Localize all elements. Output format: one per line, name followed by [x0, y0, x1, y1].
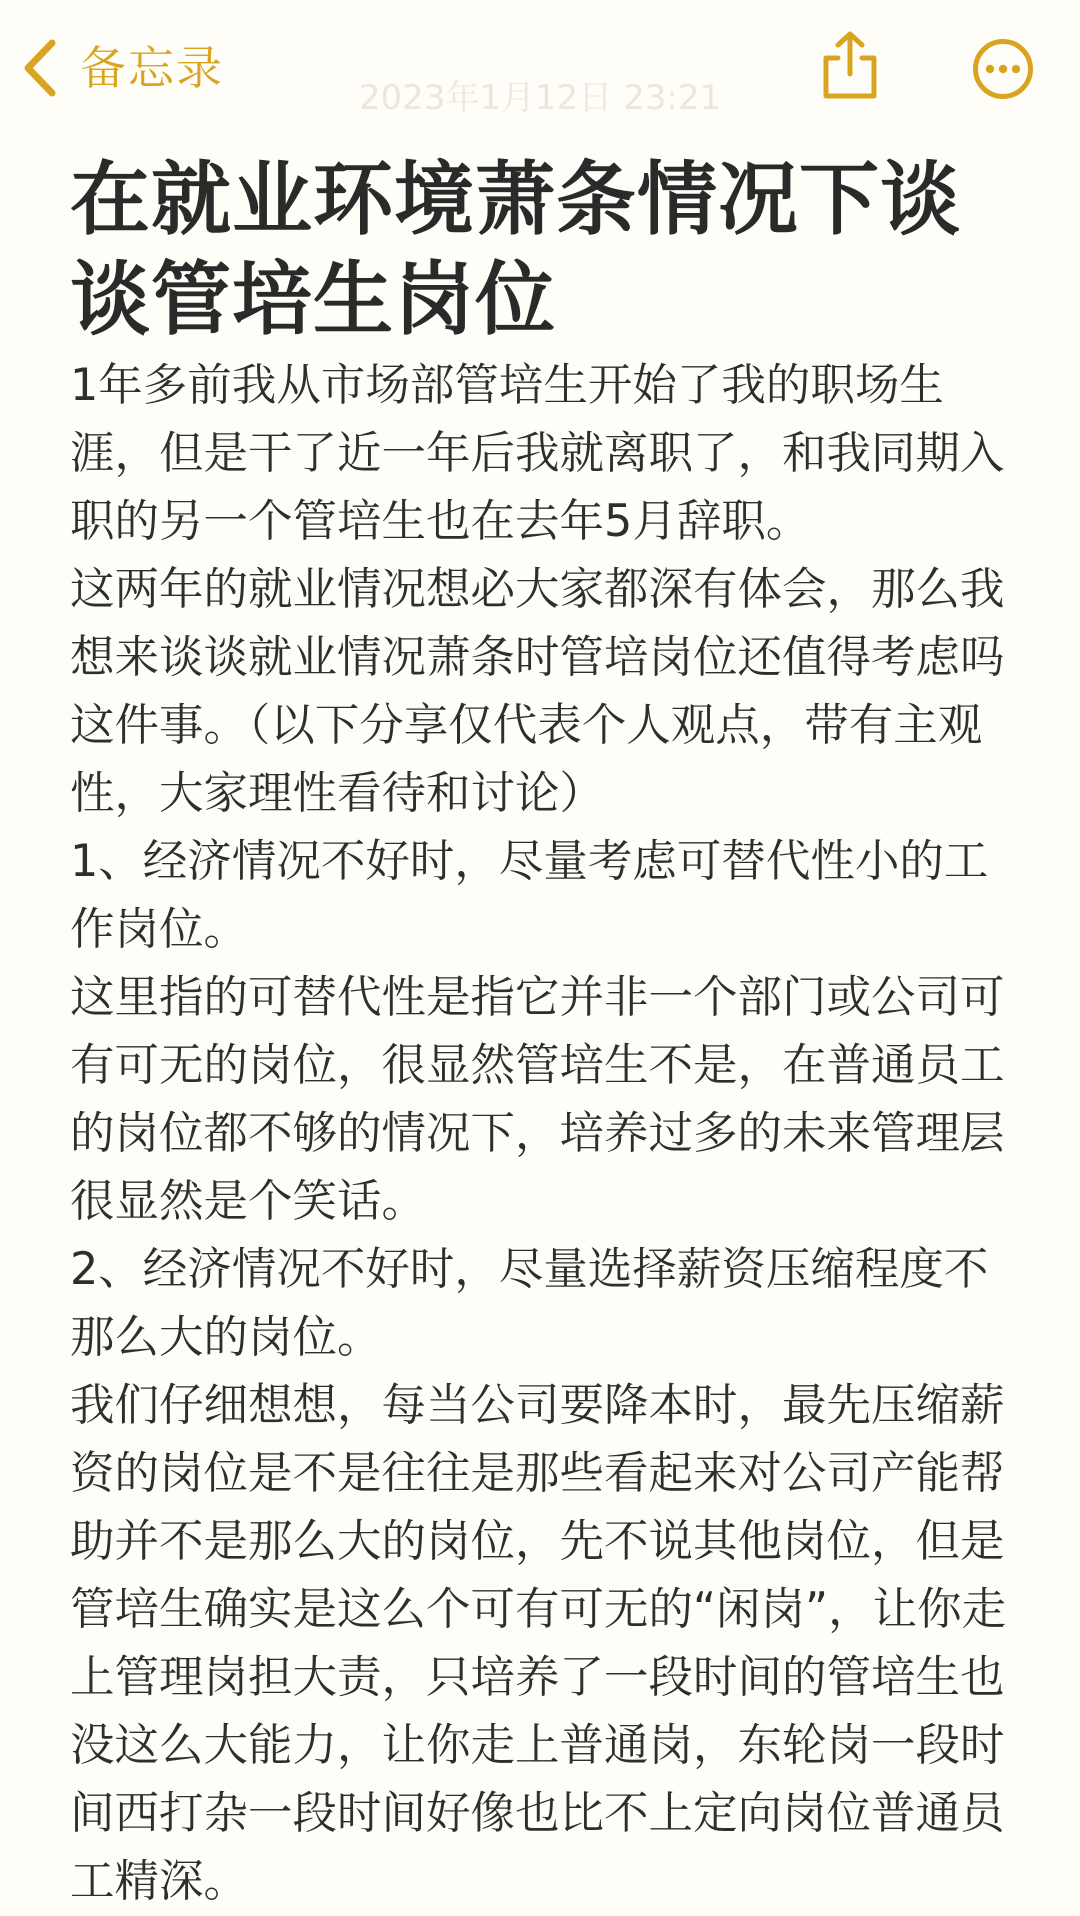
share-icon — [820, 30, 880, 102]
note-paragraph: 2、经济情况不好时，尽量选择薪资压缩程度不那么大的岗位。 — [70, 1244, 989, 1363]
back-label: 备忘录 — [80, 41, 224, 95]
note-paragraph: 1年多前我从市场部管培生开始了我的职场生涯，但是干了近一年后我就离职了，和我同期入职的另一个管培生也在去年5月辞职。 — [70, 360, 1005, 547]
note-content[interactable] — [70, 150, 1030, 1916]
more-button[interactable] — [972, 38, 1034, 100]
note-paragraph: 我们仔细想想，每当公司要降本时，最先压缩薪资的岗位是不是往往是那些看起来对公司产能帮助并不是那么大的岗位，先不说其他岗位，但是管培生确实是这么个可有可无的“闲岗”，让你走上管理岗担大责，只培养了一段时间的管培生也没这么大能力，让你走上普通岗，东轮岗一段时间西打杂一段时间好像也比不上定向岗位普通员工精深。 — [70, 1380, 1007, 1907]
note-body — [70, 352, 1030, 1916]
note-date: 2023年1月12日 23:21 — [358, 78, 722, 118]
note-paragraph: 1、经济情况不好时，尽量考虑可替代性小的工作岗位。 — [70, 836, 989, 955]
share-button[interactable] — [820, 30, 880, 102]
note-paragraph: 这两年的就业情况想必大家都深有体会，那么我想来谈谈就业情况萧条时管培岗位还值得考虑吗这件事。（以下分享仅代表个人观点，带有主观性，大家理性看待和讨论） — [70, 564, 1005, 819]
note-title: 在就业环境萧条情况下谈谈管培生岗位 — [70, 153, 961, 346]
note-paragraph: 这里指的可替代性是指它并非一个部门或公司可有可无的岗位，很显然管培生不是，在普通员工的岗位都不够的情况下，培养过多的未来管理层很显然是个笑话。 — [70, 972, 1005, 1227]
more-icon — [972, 38, 1034, 100]
navigation-bar — [0, 0, 1080, 135]
